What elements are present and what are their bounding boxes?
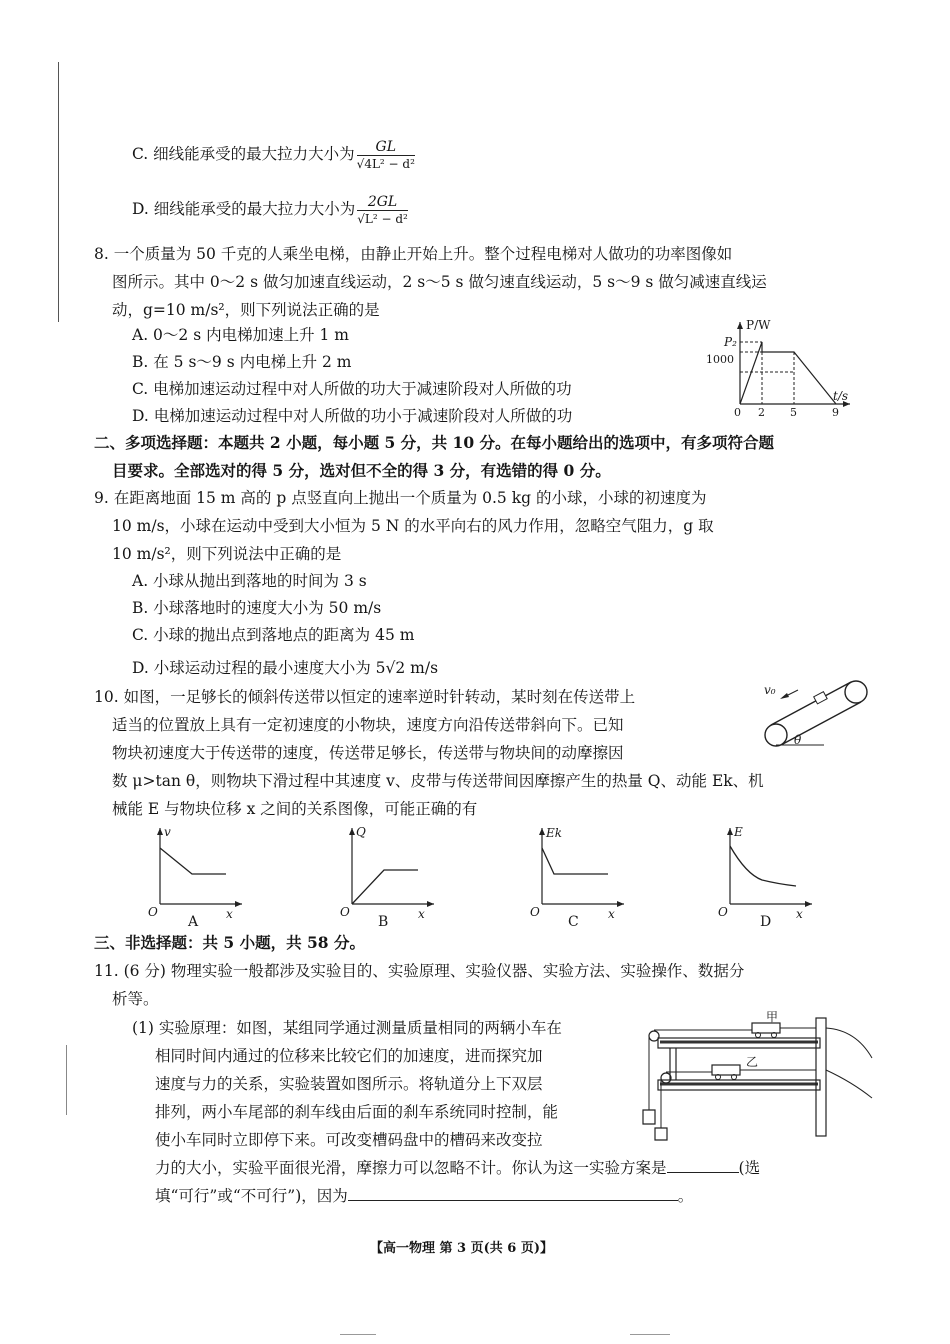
section-2-heading: 二、多项选择题：本题共 2 小题，每小题 5 分，共 10 分。在每小题给出的选项中，有多项符合题 <box>94 433 775 452</box>
graph-t-tick: 9 <box>832 406 839 419</box>
page-footer: 【高一物理 第 3 页(共 6 页)】 <box>370 1241 554 1256</box>
q11-part1-line: 速度与力的关系，实验装置如图所示。将轨道分上下双层 <box>155 1075 543 1093</box>
graph-p2-label: P₂ <box>724 335 737 349</box>
fraction: $\frac{2GL}{\text{√L² − d²}}$ <box>357 193 408 226</box>
graph-origin: O <box>340 905 350 919</box>
power-time-graph <box>700 316 860 420</box>
graph-origin: O <box>148 905 158 919</box>
q9-option-c: C. 小球的抛出点到落地点的距离为 45 m <box>132 626 415 644</box>
cart-bottom-label: 乙 <box>746 1055 759 1069</box>
graph-x-label: x <box>608 907 615 921</box>
answer-blank-reason[interactable] <box>348 1200 678 1201</box>
graph-y-label: v <box>164 825 171 839</box>
q9-stem-line: 10 m/s，小球在运动中受到大小恒为 5 N 的水平向右的风力作用，忽略空气阻力，g 取 <box>112 517 714 535</box>
q8-option-a: A. 0～2 s 内电梯加速上升 1 m <box>132 326 349 344</box>
graph-t-axis-label: t/s <box>833 389 849 403</box>
q7-option-c: C. 细线能承受的最大拉力大小为 $\frac{GL}{\text{√4L² − d²}}$ <box>132 138 415 171</box>
q11-part1-line: 力的大小，实验平面很光滑，摩擦力可以忽略不计。你认为这一实验方案是 (选 <box>155 1159 761 1177</box>
q8-option-d: D. 电梯加速运动过程中对人所做的功小于减速阶段对人所做的功 <box>132 407 573 425</box>
graph-y-label: E <box>734 825 743 839</box>
graph-level-label: 1000 <box>706 353 734 366</box>
graph-origin: O <box>530 905 540 919</box>
graph-letter: D <box>760 914 772 930</box>
q10-graph-d <box>716 822 816 930</box>
cart-top-label: 甲 <box>766 1010 779 1024</box>
graph-y-label: Q <box>356 825 366 839</box>
fraction: $\frac{GL}{\text{√4L² − d²}}$ <box>356 138 415 171</box>
q10-stem-line: 械能 E 与物块位移 x 之间的关系图像，可能正确的有 <box>112 800 478 818</box>
q9-option-b: B. 小球落地时的速度大小为 50 m/s <box>132 599 382 617</box>
graph-t-tick: 5 <box>790 406 797 419</box>
conveyor-belt-diagram <box>760 672 870 758</box>
q10-graph-c <box>528 822 628 930</box>
q10-stem-line: 数 μ>tan θ，则物块下滑过程中其速度 v、皮带与传送带间因摩擦产生的热量 Q、动能 Ek、机 <box>112 772 764 790</box>
q11-stem-line: 析等。 <box>112 990 159 1008</box>
q7-option-d: D. 细线能承受的最大拉力大小为 $\frac{2GL}{\text{√L² − d²}}$ <box>132 193 408 226</box>
q9-option-d: D. 小球运动过程的最小速度大小为 5√2 m/s <box>132 659 439 677</box>
q10-stem-line: 适当的位置放上具有一定初速度的小物块，速度方向沿传送带斜向下。已知 <box>112 716 624 734</box>
answer-blank-feasibility[interactable] <box>667 1172 739 1173</box>
q11-part1-line: 排列，两小车尾部的刹车线由后面的刹车系统同时控制，能 <box>155 1103 559 1121</box>
q8-option-c: C. 电梯加速运动过程中对人所做的功大于减速阶段对人所做的功 <box>132 380 572 398</box>
q10-stem-line: 10. 如图，一足够长的倾斜传送带以恒定的速率逆时针转动，某时刻在传送带上 <box>94 688 636 706</box>
q11-part1-line: (1) 实验原理：如图，某组同学通过测量质量相同的两辆小车在 <box>132 1019 562 1037</box>
graph-y-label: Ek <box>546 826 563 840</box>
q8-stem-line: 动，g=10 m/s²，则下列说法正确的是 <box>112 301 380 319</box>
scan-edge-mark <box>58 62 59 322</box>
graph-origin-label: 0 <box>734 406 741 419</box>
q9-stem-line: 9. 在距离地面 15 m 高的 p 点竖直向上抛出一个质量为 0.5 kg 的小球，小球的初速度为 <box>94 489 707 507</box>
graph-x-label: x <box>796 907 803 921</box>
graph-x-label: x <box>418 907 425 921</box>
q10-stem-line: 物块初速度大于传送带的速度，传送带足够长，传送带与物块间的动摩擦因 <box>112 744 624 762</box>
section-3-heading: 三、非选择题：共 5 小题，共 58 分。 <box>94 933 365 952</box>
q11-part1-line: 使小车同时立即停下来。可改变槽码盘中的槽码来改变拉 <box>155 1131 543 1149</box>
q10-graph-b <box>338 822 438 930</box>
belt-v0-label: v₀ <box>764 683 776 697</box>
q11-part1-line: 填“可行”或“不可行”)，因为 。 <box>155 1187 694 1205</box>
belt-theta-label: θ <box>794 733 802 747</box>
scan-bottom-mark <box>340 1334 376 1335</box>
graph-letter: A <box>188 914 199 930</box>
scan-edge-mark <box>66 1045 67 1115</box>
scan-bottom-mark <box>630 1334 670 1335</box>
graph-x-label: x <box>226 907 233 921</box>
graph-origin: O <box>718 905 728 919</box>
graph-y-axis-label: P/W <box>746 318 771 332</box>
cart-experiment-diagram <box>640 1010 876 1146</box>
q9-option-a: A. 小球从抛出到落地的时间为 3 s <box>132 572 367 590</box>
q11-part1-line: 相同时间内通过的位移来比较它们的加速度，进而探究加 <box>155 1047 543 1065</box>
graph-letter: B <box>378 914 389 930</box>
q10-graph-a <box>146 822 246 930</box>
q11-stem-line: 11. (6 分) 物理实验一般都涉及实验目的、实验原理、实验仪器、实验方法、实验操作、数据分 <box>94 962 745 980</box>
graph-letter: C <box>568 914 579 930</box>
section-2-heading-cont: 目要求。全部选对的得 5 分，选对但不全的得 3 分，有选错的得 0 分。 <box>112 461 611 480</box>
q8-stem-line: 图所示。其中 0～2 s 做匀加速直线运动，2 s～5 s 做匀速直线运动，5 s～9 s 做匀减速直线运 <box>112 273 767 291</box>
q9-stem-line: 10 m/s²，则下列说法中正确的是 <box>112 545 342 563</box>
graph-t-tick: 2 <box>758 406 765 419</box>
q8-option-b: B. 在 5 s～9 s 内电梯上升 2 m <box>132 353 352 371</box>
q8-stem-line: 8. 一个质量为 50 千克的人乘坐电梯，由静止开始上升。整个过程电梯对人做功的功率图像如 <box>94 245 733 263</box>
